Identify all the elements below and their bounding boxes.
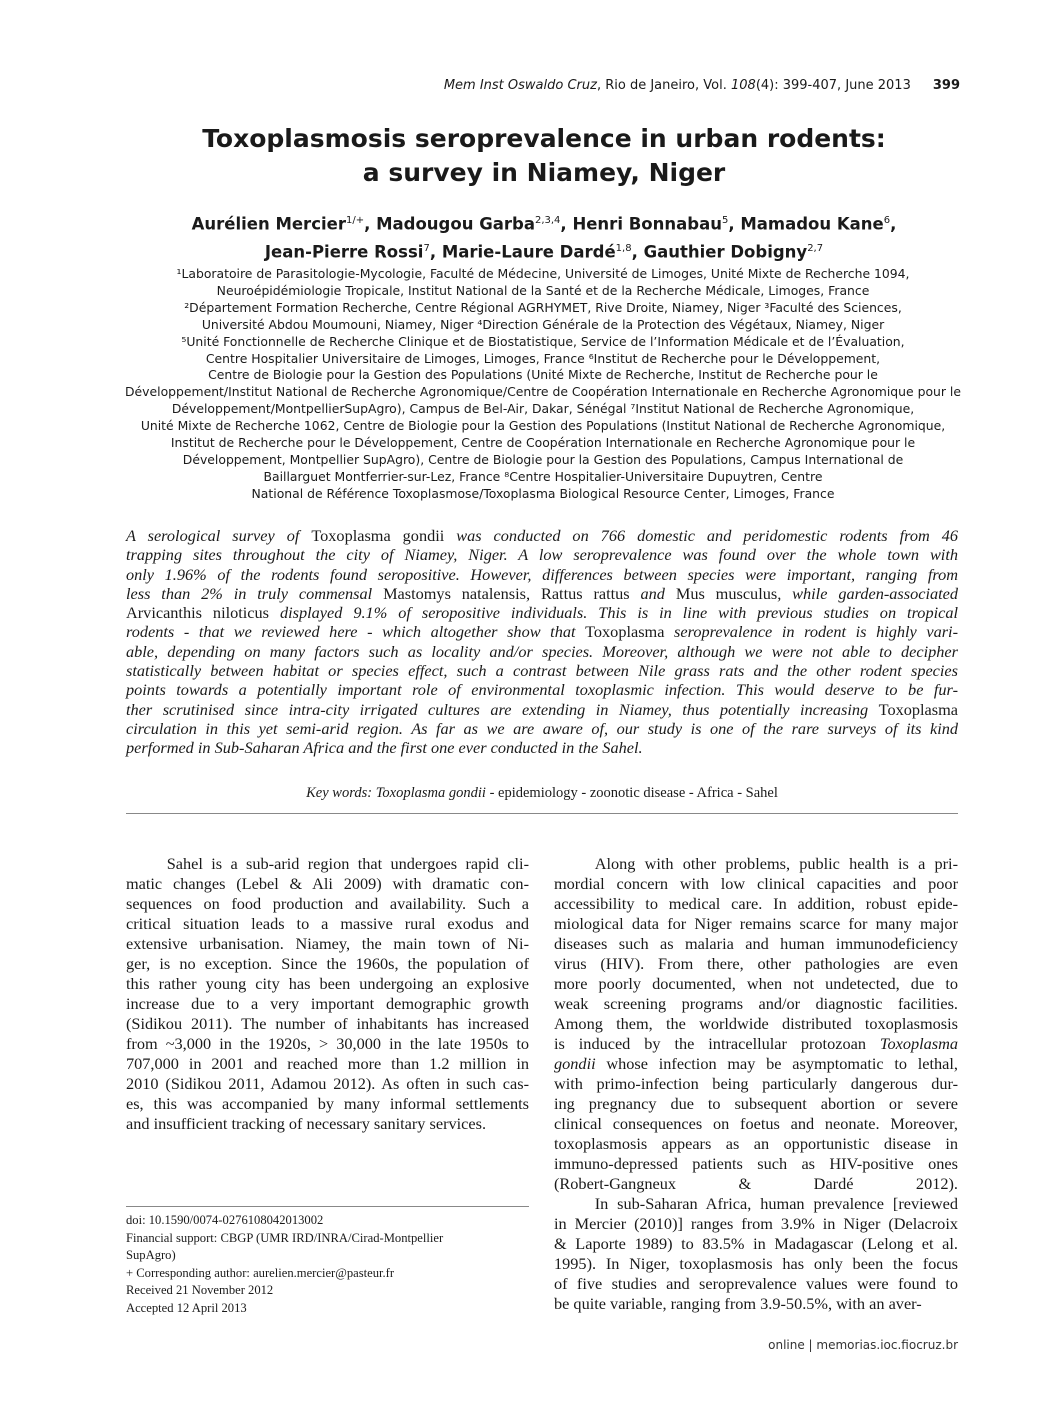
text-line — [554, 1174, 958, 1194]
italic-run: and — [629, 583, 676, 603]
affiliation-line: ¹Laboratoire de Parasitologie-Mycologie, Faculté de Médecine, Université de Limoges, Unité Mixte de Recherche 1094, — [176, 266, 910, 281]
text-line — [126, 719, 958, 738]
author-line-2 — [129, 237, 959, 265]
text-line — [554, 874, 958, 894]
text-run: ing pregnancy due to subsequent abortion or severe — [554, 1094, 958, 1113]
text-run: Toxoplasma — [585, 622, 665, 642]
text-run: 707,000 in 2001 and reached more than 1.2 million in — [126, 1054, 529, 1073]
text-line — [126, 1034, 529, 1054]
italic-run: gondii — [554, 1054, 596, 1073]
footnote-received: Received 21 November 2012 — [126, 1283, 274, 1297]
text-line — [126, 974, 529, 994]
text-line — [554, 1074, 958, 1094]
affiliations — [110, 266, 976, 503]
keywords — [126, 785, 958, 802]
text-line — [126, 642, 958, 661]
text-run: in Mercier (2010)] ranges from 3.9% in Niger (Delacroix — [554, 1214, 958, 1233]
text-run: accessibility to medical care. In addition, robust epide- — [554, 894, 958, 913]
author-name: Marie-Laure Dardé — [441, 242, 616, 261]
text-line — [126, 700, 958, 719]
affiliation-line: Institut de Recherche pour le Développement, Centre de Coopération Internationale en Recherche Agronomique pour le — [170, 435, 916, 451]
text-run: (Robert-Gangneux & Dardé 2012). — [554, 1174, 958, 1193]
section-divider — [126, 813, 958, 814]
text-line — [554, 894, 958, 914]
footnote-funding-cont: SupAgro) — [126, 1248, 176, 1262]
text-run: Mastomys natalensis — [383, 583, 526, 603]
text-line — [126, 874, 529, 894]
keyword-organism: Toxoplasma gondii — [375, 785, 486, 801]
text-line — [554, 1014, 958, 1034]
text-line — [554, 1234, 958, 1254]
text-run: matic changes (Lebel & Ali 2009) with dramatic con- — [126, 874, 529, 893]
text-run: ger, is no exception. Since the 1960s, the population of — [126, 954, 529, 973]
text-line — [126, 854, 529, 874]
text-run: increase due to a very important demographic growth — [126, 994, 529, 1013]
text-run: miological data for Niger remains scarce for many major — [554, 914, 958, 933]
text-run: weak screening programs and/or diagnostic facilities. — [554, 994, 958, 1013]
text-line — [126, 565, 958, 584]
italic-run: was conducted on 766 domestic and peridomestic rodents from 46 — [444, 526, 958, 545]
text-line — [126, 545, 958, 564]
text-run: Arvicanthis niloticus — [126, 603, 270, 623]
text-run: Rattus rattus — [540, 583, 630, 603]
author-sep: , — [364, 214, 377, 234]
text-line — [554, 854, 958, 874]
text-run: In sub-Saharan Africa, human prevalence [reviewed — [554, 1194, 958, 1213]
italic-run: circulation in this yet semi-arid region. As far as we are aware of, our study is one of the rare surveys of its kind — [126, 718, 958, 738]
italic-run: A serological survey of — [126, 526, 312, 545]
text-line — [554, 1054, 958, 1074]
italic-run: , while garden-associated — [777, 583, 958, 603]
text-run: is induced by the intracellular protozoan — [554, 1034, 880, 1053]
text-run: & Laporte 1989) to 83.5% in Madagascar (Lelong et al. — [554, 1234, 958, 1253]
text-line — [554, 1154, 958, 1174]
text-line — [554, 1114, 958, 1134]
italic-run: seroprevalence in rodent is highly vari- — [664, 622, 959, 642]
affiliation-line: Unité Mixte de Recherche 1062, Centre de Biologie pour la Gestion des Populations (Institut National de Recherche Agronomique, — [140, 418, 946, 434]
footnote-doi: doi: 10.1590/0074-0276108042013002 — [126, 1213, 324, 1227]
text-line — [126, 526, 958, 545]
affiliation-line: Neuroépidémiologie Tropicale, Institut National de la Santé et de la Recherche Médicale, Limoges, France — [216, 282, 870, 298]
text-run: diseases such as malaria and human immunodeficiency — [554, 934, 958, 953]
text-run: whose infection may be asymptomatic to lethal, — [595, 1054, 958, 1073]
text-run: toxoplasmosis appears as an opportunistic disease in — [554, 1134, 958, 1153]
text-run: Sahel is a sub-arid region that undergoes rapid cli- — [126, 854, 529, 873]
text-run: mordial concern with low clinical capacities and poor — [554, 874, 958, 893]
title-line-1: Toxoplasmosis seroprevalence in urban rodents: — [202, 124, 886, 153]
text-run: more poorly documented, when not undetected, due to — [554, 974, 958, 993]
author-sep: , — [631, 242, 644, 261]
author-sep: , — [890, 214, 897, 234]
author-affil-sup: 2,7 — [807, 242, 824, 254]
text-line — [126, 1074, 529, 1094]
author-name: Aurélien Mercier — [191, 214, 346, 234]
text-run: Among them, the worldwide distributed toxoplasmosis — [554, 1014, 958, 1033]
text-line — [554, 1294, 958, 1314]
text-line — [126, 738, 958, 757]
italic-run: able, depending on many factors such as locality and/or species. Moreover, although we were not able to decipher — [126, 641, 958, 661]
italic-run: less than 2% in truly commensal — [126, 583, 384, 603]
text-run: virus (HIV). From there, other pathologies are even — [554, 954, 958, 973]
author-affil-sup: 1/+ — [345, 215, 365, 226]
footnote-divider — [126, 1206, 529, 1207]
running-head — [300, 78, 960, 93]
journal-name: Mem Inst Oswaldo Cruz — [443, 78, 597, 93]
author-list — [129, 209, 959, 264]
text-line — [126, 603, 958, 622]
article-title — [129, 122, 959, 190]
text-line — [126, 1014, 529, 1034]
text-line — [554, 1274, 958, 1294]
text-run: Along with other problems, public health is a pri- — [554, 854, 958, 873]
affiliation-line: Université Abdou Moumouni, Niamey, Niger ⁴Direction Générale de la Protection des Végétaux, Niamey, Niger — [201, 316, 885, 332]
italic-run: displayed 9.1% of seropositive individuals. This is in line with previous studies on tropical — [269, 603, 959, 623]
text-line — [126, 1114, 529, 1134]
italic-run: rodents - that we reviewed here - which altogether show that — [126, 622, 586, 642]
keywords-rest: - epidemiology - zoonotic disease - Africa - Sahel — [485, 785, 778, 801]
text-line — [554, 1134, 958, 1154]
italic-run: only 1.96% of the rodents found seropositive. However, differences between species were important, ranging from — [126, 564, 958, 584]
footnotes — [126, 1212, 529, 1317]
affiliation-line: Développement/MontpellierSupAgro), Campus de Bel-Air, Dakar, Sénégal ⁷Institut National de Recherche Agronomique, — [171, 401, 915, 417]
text-run: this rather young city has been undergoing an explosive — [126, 974, 529, 993]
keywords-label: Key words: — [306, 785, 376, 801]
journal-place: , Rio de Janeiro, Vol. — [596, 78, 731, 93]
body-column-left — [126, 854, 529, 1134]
affiliation-line: ⁵Unité Fonctionnelle de Recherche Clinique et de Biostatistique, Service de l’Information Médicale et de l’Évaluation, — [181, 333, 905, 349]
text-run: Toxoplasma gondii — [311, 526, 445, 545]
body-column-right — [554, 854, 958, 1314]
italic-run: , — [526, 583, 541, 603]
text-run: immuno-depressed patients such as HIV-positive ones — [554, 1154, 958, 1173]
affiliation-line: Baillarguet Montferrier-sur-Lez, France ⁸Centre Hospitalier-Universitaire Dupuytren, Centre — [263, 468, 823, 484]
abstract — [126, 526, 958, 758]
affiliation-line: Centre de Biologie pour la Gestion des Populations (Unité Mixte de Recherche, Institut de Recherche pour le — [208, 367, 878, 383]
text-line — [554, 914, 958, 934]
journal-issue: (4): 399-407, June 2013 — [755, 78, 911, 93]
author-name: Jean-Pierre Rossi — [264, 242, 424, 261]
author-sep: , — [728, 214, 741, 234]
text-run: from ~3,000 in the 1920s, > 30,000 in the late 1950s to — [126, 1034, 529, 1053]
text-line — [126, 622, 958, 641]
journal-website[interactable]: online | memorias.ioc.fiocruz.br — [768, 1338, 958, 1352]
author-name: Madougou Garba — [376, 214, 535, 234]
italic-run: Toxoplasma — [879, 1034, 958, 1053]
text-line — [554, 954, 958, 974]
text-run: be quite variable, ranging from 3.9-50.5%, with an aver- — [554, 1294, 922, 1313]
affiliation-line: Développement/Institut National de Recherche Agronomique/Centre de Coopération Internationale en Recherche Agronomique pour le — [125, 384, 961, 400]
text-line — [554, 934, 958, 954]
text-line — [554, 1254, 958, 1274]
text-line — [126, 584, 958, 603]
text-run: 2010 (Sidikou 2011, Adamou 2012). As often in such cas- — [126, 1074, 529, 1093]
text-line — [554, 1094, 958, 1114]
author-sep: , — [429, 242, 442, 261]
footnote-accepted: Accepted 12 April 2013 — [126, 1300, 247, 1315]
page-number: 399 — [932, 78, 960, 93]
italic-run: statistically between habitat or species effect, such a contrast between Nile grass rats and the other rodent species — [126, 661, 958, 681]
text-run: es, this was accompanied by many informal settlements — [126, 1094, 529, 1113]
author-name: Gauthier Dobigny — [643, 242, 808, 261]
text-run: with primo-infection being particularly dangerous dur- — [554, 1074, 958, 1093]
text-line — [126, 994, 529, 1014]
text-line — [126, 914, 529, 934]
author-affil-sup: 1,8 — [615, 242, 632, 254]
author-name: Henri Bonnabau — [572, 214, 722, 234]
text-run: sequences on food production and availability. Such a — [126, 894, 529, 913]
italic-run: performed in Sub-Saharan Africa and the first one ever conducted in the Sahel. — [126, 738, 643, 758]
affiliation-line: Développement, Montpellier SupAgro), Centre de Biologie pour la Gestion des Populations, Campus International de — [182, 451, 904, 467]
text-line — [126, 680, 958, 699]
text-line — [554, 1194, 958, 1214]
text-line — [554, 994, 958, 1014]
text-line — [554, 1034, 958, 1054]
text-line — [126, 661, 958, 680]
text-line — [126, 894, 529, 914]
author-affil-sup: 5 — [721, 215, 729, 226]
affiliation-line: Centre Hospitalier Universitaire de Limoges, Limoges, France ⁶Institut de Recherche pour le Développement, — [205, 350, 881, 366]
text-line — [126, 1054, 529, 1074]
text-line — [126, 934, 529, 954]
author-affil-sup: 2,3,4 — [534, 215, 561, 226]
text-run: and insufficient tracking of necessary sanitary services. — [126, 1114, 487, 1133]
author-name: Mamadou Kane — [740, 214, 884, 234]
author-sep: , — [560, 214, 573, 234]
text-line — [126, 954, 529, 974]
journal-volume: 108 — [730, 78, 756, 93]
italic-run: points towards a potentially important role of environmental toxoplasmic infection. This would deserve to be fur- — [126, 680, 958, 700]
text-line — [126, 1094, 529, 1114]
title-line-2: a survey in Niamey, Niger — [362, 158, 726, 187]
text-run: clinical consequences on foetus and neonate. Moreover, — [554, 1114, 958, 1133]
author-affil-sup: 7 — [423, 242, 430, 254]
text-run: 1995). In Niger, toxoplasmosis has only been the focus — [554, 1254, 958, 1273]
italic-run: ther scrutinised since intra-city irrigated cultures are extending in Niamey, thus potentially increasing — [126, 699, 879, 719]
text-run: critical situation leads to a massive rural exodus and — [126, 914, 529, 933]
author-affil-sup: 6 — [883, 215, 891, 226]
author-line-1 — [129, 209, 959, 237]
text-run: (Sidikou 2011). The number of inhabitants has increased — [126, 1014, 529, 1033]
affiliation-line: National de Référence Toxoplasmose/Toxoplasma Biological Resource Center, Limoges, France — [251, 485, 835, 501]
text-line — [554, 974, 958, 994]
footnote-corresponding: + Corresponding author: aurelien.mercier@pasteur.fr — [126, 1265, 395, 1280]
text-run: extensive urbanisation. Niamey, the main town of Ni- — [126, 934, 529, 953]
text-run: of five studies and seroprevalence values were found to — [554, 1274, 958, 1293]
italic-run: trapping sites throughout the city of Niamey, Niger. A low seroprevalence was found over the whole town with — [126, 545, 958, 565]
footnote-funding: Financial support: CBGP (UMR IRD/INRA/Cirad-Montpellier — [126, 1230, 444, 1245]
text-run: Toxoplasma — [878, 699, 958, 719]
text-run: Mus musculus — [675, 583, 778, 603]
affiliation-line: ²Département Formation Recherche, Centre Régional AGRHYMET, Rive Droite, Niamey, Niger ³Faculté des Sciences, — [184, 299, 902, 315]
text-line — [554, 1214, 958, 1234]
